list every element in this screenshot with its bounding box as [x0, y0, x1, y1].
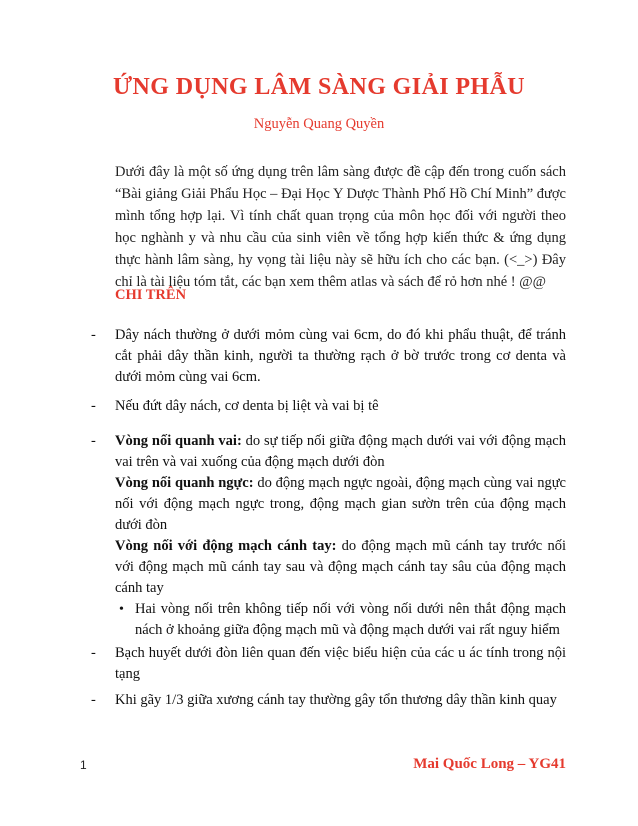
dash-marker: - [91, 645, 96, 661]
list-item-text [115, 643, 566, 685]
document-title: ỨNG DỤNG LÂM SÀNG GIẢI PHẪU [113, 74, 525, 100]
bullet-note [115, 599, 566, 641]
term-description: do sự tiếp nối giữa động mạch dưới vai với động mạch vai trên và vai xuống của động mạch dưới đòn [115, 433, 566, 470]
list-item-paragraph: Bạch huyết dưới đòn liên quan đến việc biểu hiện của các u ác tính trong nội tạng [115, 645, 566, 682]
list-item-text [115, 325, 566, 388]
dash-marker: - [91, 433, 96, 449]
document-author: Nguyễn Quang Quyền [253, 116, 385, 132]
term-label: Vòng nối quanh ngực: [115, 475, 254, 491]
term-description: do động mạch ngực ngoài, động mạch cùng vai ngực nối với động mạch ngực trong, động mạch gian sườn trên của động mạch dưới đòn [115, 475, 566, 533]
dash-marker: - [91, 398, 96, 414]
bullet-icon: • [119, 602, 124, 617]
footer-author: Mai Quốc Long – YG41 [413, 756, 566, 772]
bullet-text: Hai vòng nối trên không tiếp nối với vòng nối dưới nên thắt động mạch nách ở khoảng giữa động mạch mũ và động mạch dưới vai rất nguy hiểm [135, 601, 566, 638]
list-item-text [115, 690, 566, 711]
term-description: do động mạch mũ cánh tay trước nối với động mạch mũ cánh tay sau và động mạch cánh tay sâu của động mạch cánh tay [115, 538, 566, 596]
term-label: Vòng nối quanh vai: [115, 433, 242, 449]
anastomosis-brachial [115, 536, 566, 599]
term-label: Vòng nối với động mạch cánh tay: [115, 538, 337, 554]
list-item-paragraph: Dây nách thường ở dưới mỏm cùng vai 6cm, do đó khi phẩu thuật, để tránh cắt phải dây thần kinh, người ta thường rạch ở bờ trước trong cơ denta và dưới mỏm cùng vai 6cm. [115, 327, 566, 385]
list-item-text [115, 431, 566, 641]
list-item-text [115, 396, 566, 417]
anastomosis-chest [115, 473, 566, 536]
dash-marker: - [91, 692, 96, 708]
intro-paragraph: Dưới đây là một số ứng dụng trên lâm sàng được đề cập đến trong cuốn sách “Bài giảng Giải Phẩu Học – Đại Học Y Dược Thành Phố Hồ Chí Minh” được mình tổng hợp lại. Vì tính chất quan trọng của môn học đối với người theo học nghành y và nhu cầu của sinh viên về tổng hợp kiến thức & ứng dụng thực hành lâm sàng, hy vọng tài liệu này sẽ hữu ích cho các bạn. (<_>) Đây chỉ là tài liệu tóm tắt, các bạn xem thêm atlas và sách để rỏ hơn nhé ! @@ [115, 164, 566, 290]
anastomosis-shoulder [115, 431, 566, 473]
list-item-paragraph: Nếu đứt dây nách, cơ denta bị liệt và vai bị tê [115, 398, 379, 414]
list-item-paragraph: Khi gãy 1/3 giữa xương cánh tay thường gây tổn thương dây thần kinh quay [115, 692, 557, 708]
page-number: 1 [80, 758, 87, 772]
section-heading: CHI TRÊN [115, 287, 187, 303]
dash-marker: - [91, 327, 96, 343]
